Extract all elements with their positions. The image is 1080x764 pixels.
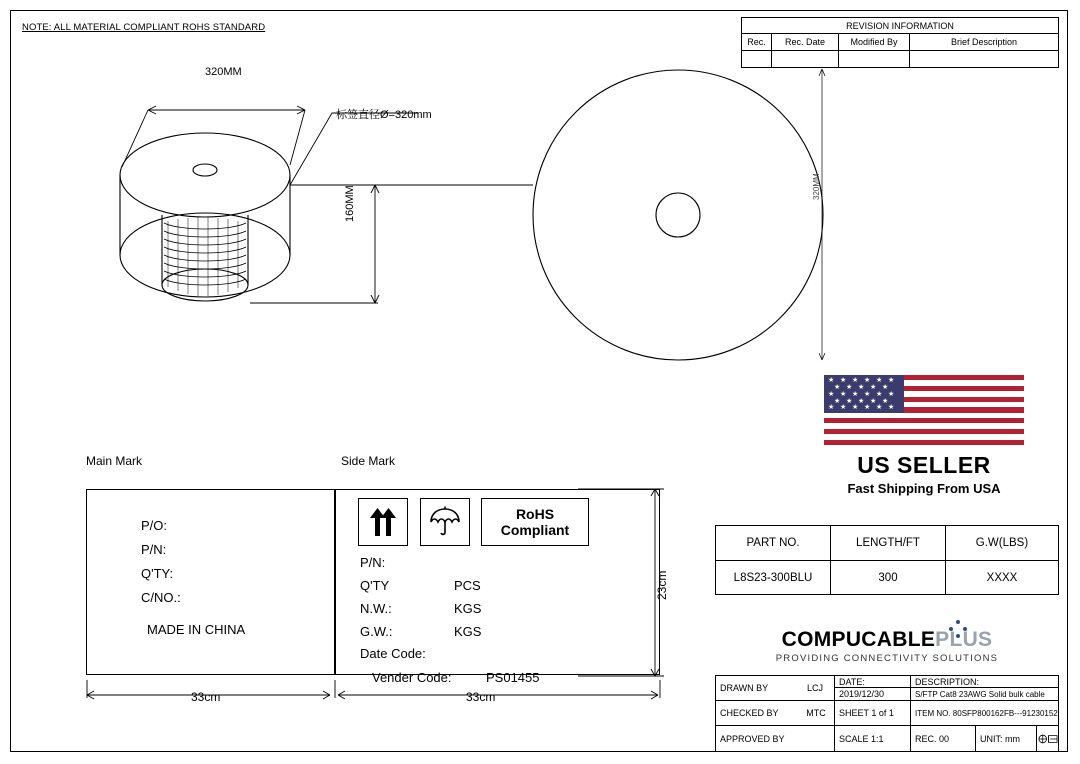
rohs-line-2: Compliant xyxy=(500,522,570,538)
revision-header-rec: Rec. xyxy=(741,33,772,51)
part-table-cell-length: 300 xyxy=(830,560,946,595)
date-label: DATE: xyxy=(834,675,911,688)
side-mark-label-date-code: Date Code: xyxy=(360,646,426,661)
approved-by-label: APPROVED BY xyxy=(715,725,835,752)
logo-name-accent: PLUS xyxy=(935,628,993,651)
rohs-line-1: RoHS xyxy=(515,505,555,522)
side-mark-label-nw: N.W.: xyxy=(360,601,392,616)
revision-header-description: Brief Description xyxy=(909,33,1059,51)
drawn-by-value: LCJ xyxy=(806,683,823,693)
side-mark-label-vender-code: Vender Code: xyxy=(372,670,452,685)
item-no-value: 80SFP800162FB---91230152 xyxy=(952,708,1058,718)
revision-header-modified-by: Modified By xyxy=(838,33,910,51)
projection-symbol-icon xyxy=(1036,725,1059,752)
side-mark-value-nw: KGS xyxy=(454,601,482,616)
side-mark-label: Side Mark xyxy=(341,454,396,468)
material-note: NOTE: ALL MATERIAL COMPLIANT ROHS STANDARD xyxy=(22,22,266,33)
mark-dimension-lines xyxy=(80,480,680,705)
part-table-header-part-no: PART NO. xyxy=(715,525,831,561)
logo-text xyxy=(715,628,1059,652)
main-mark-row-po: P/O: xyxy=(141,518,168,533)
main-mark-row-pn: P/N: xyxy=(141,542,167,557)
logo-tagline: PROVIDING CONNECTIVITY SOLUTIONS xyxy=(775,653,999,664)
revision-cell-modified-by xyxy=(838,50,910,68)
checked-by-label: CHECKED BY xyxy=(715,700,835,726)
title-block xyxy=(715,675,1059,752)
dim-height-label: 160MM xyxy=(344,185,356,222)
flag-canton: ★ ★ ★ ★ ★ ★ ★ ★ ★ ★ ★ ★ ★ ★ ★ ★ ★ ★ ★ ★ ★ ★ ★ ★ ★ ★ ★ ★ xyxy=(824,375,904,413)
side-mark-label-qty: Q'TY xyxy=(360,578,390,593)
side-mark-value-gw: KGS xyxy=(454,624,482,639)
us-seller-title: US SELLER xyxy=(857,452,991,478)
main-mark-row-cno: C/NO.: xyxy=(141,590,181,605)
rec-label: REC. 00 xyxy=(910,725,976,752)
company-logo xyxy=(715,608,1059,671)
us-flag-icon xyxy=(824,375,1024,445)
revision-header-date: Rec. Date xyxy=(771,33,839,51)
dim-right-label: 320MM xyxy=(812,173,821,200)
part-table xyxy=(715,525,1059,595)
main-mark-made-in: MADE IN CHINA xyxy=(147,622,246,637)
description-label: DESCRIPTION: xyxy=(910,675,1059,688)
part-table-cell-part-no: L8S23-300BLU xyxy=(715,560,831,595)
item-no-cell xyxy=(910,700,1059,726)
scale-label: SCALE 1:1 xyxy=(834,725,911,752)
checked-by-value: MTC xyxy=(806,708,826,718)
mark-height-label: 23cm xyxy=(655,570,669,600)
revision-title: REVISION INFORMATION xyxy=(741,17,1059,34)
logo-name-main: COMPUCABLE xyxy=(781,628,936,651)
item-no-label: ITEM NO. xyxy=(915,708,951,718)
part-table-cell-gw: XXXX xyxy=(945,560,1059,595)
main-mark-label: Main Mark xyxy=(86,454,143,468)
spool-technical-drawing xyxy=(100,55,840,375)
sheet-label: SHEET 1 of 1 xyxy=(834,700,911,726)
side-mark-label-pn: P/N: xyxy=(360,555,386,570)
revision-cell-description xyxy=(909,50,1059,68)
unit-label: UNIT: mm xyxy=(975,725,1037,752)
date-value: 2019/12/30 xyxy=(834,687,911,701)
main-mark-width-label: 33cm xyxy=(191,690,221,704)
dim-diameter-label: 320MM xyxy=(205,66,242,78)
side-mark-value-qty: PCS xyxy=(454,578,481,593)
main-mark-row-qty: Q'TY: xyxy=(141,566,174,581)
side-mark-width-label: 33cm xyxy=(466,690,496,704)
side-mark-value-vender-code: PS01455 xyxy=(486,670,540,685)
us-seller-subtitle: Fast Shipping From USA xyxy=(847,481,1001,496)
part-table-header-gw: G.W(LBS) xyxy=(945,525,1059,561)
part-table-header-length: LENGTH/FT xyxy=(830,525,946,561)
side-mark-label-gw: G.W.: xyxy=(360,624,393,639)
drawn-by-label: DRAWN BY xyxy=(715,675,835,701)
description-value: S/FTP Cat8 23AWG Solid bulk cable xyxy=(910,687,1059,701)
label-diameter-chinese: 标签直径Ø=320mm xyxy=(336,109,432,121)
